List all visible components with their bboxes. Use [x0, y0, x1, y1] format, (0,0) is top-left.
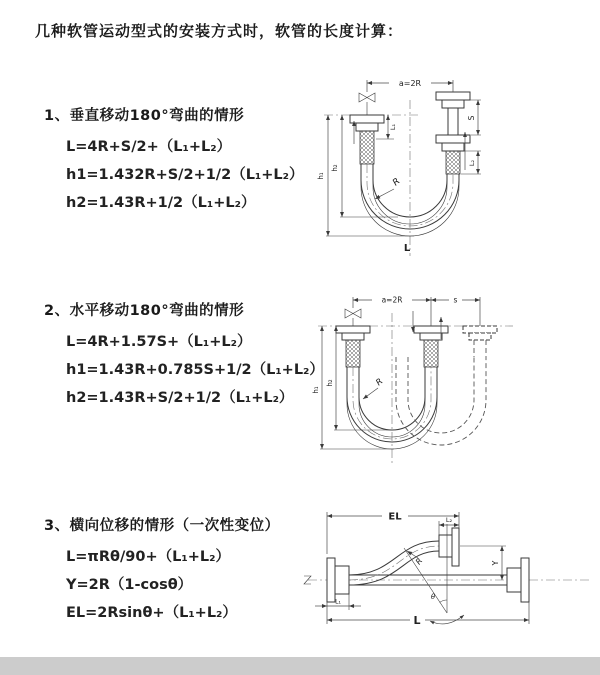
dim-label-y: Y — [491, 560, 500, 566]
radius-leader — [375, 177, 402, 199]
formula-length: L=πRθ/90+（L₁+L₂） — [66, 549, 230, 565]
dim-label-h1: h₁ — [312, 386, 320, 394]
valve-icon — [345, 309, 361, 326]
page-bottom-strip — [0, 657, 600, 675]
section-3 — [44, 514, 280, 627]
page-title: 几种软管运动型式的安装方式时，软管的长度计算： — [35, 22, 404, 40]
flange-left — [327, 558, 349, 602]
dimension-travel — [431, 296, 480, 305]
dim-label-span: a=2R — [381, 295, 403, 305]
radius-leader — [407, 551, 424, 566]
formula-el: EL=2Rsinθ+（L₁+L₂） — [66, 605, 237, 621]
dim-label-span: a=2R — [398, 79, 422, 88]
valve-icon — [359, 93, 375, 115]
diagram-horizontal-180-bend-svg — [308, 285, 600, 475]
radius-leader — [363, 377, 385, 399]
dim-label-l1: L₁ — [335, 598, 341, 606]
diagram-lateral-displacement-svg — [300, 502, 600, 650]
diagram-lateral-displacement — [300, 502, 600, 654]
diagram-horizontal-180-bend — [308, 285, 600, 479]
flange-right-upper — [436, 92, 470, 108]
dim-label-l: L — [403, 243, 411, 254]
dim-label-theta: θ — [430, 593, 436, 601]
dim-label-h2: h₂ — [331, 164, 339, 172]
formula-length: L=4R+S/2+（L₁+L₂） — [66, 139, 232, 155]
formula-y: Y=2R（1-cosθ） — [66, 577, 193, 593]
dim-label-l2: L₂ — [445, 516, 453, 524]
dim-label-r: R — [413, 556, 425, 567]
dimension-l2 — [461, 151, 481, 174]
formula-h1: h1=1.432R+S/2+1/2（L₁+L₂） — [66, 167, 304, 183]
section-1-formulas — [66, 133, 304, 217]
section-2-heading: 2、水平移动180°弯曲的情形 — [44, 303, 245, 319]
dim-label-h2: h₂ — [326, 379, 334, 387]
flange-top-displaced — [439, 528, 459, 566]
formula-h2: h2=1.43R+S/2+1/2（L₁+L₂） — [66, 390, 294, 406]
dimension-s — [465, 100, 481, 135]
dim-label-l1: L₁ — [389, 123, 397, 131]
formula-h2: h2=1.43R+1/2（L₁+L₂） — [66, 195, 256, 211]
flange-right-phantom — [463, 326, 497, 357]
dim-label-s: S — [467, 115, 476, 121]
formula-length: L=4R+1.57S+（L₁+L₂） — [66, 334, 252, 350]
dimension-l1 — [315, 594, 361, 610]
dim-label-h1: h₁ — [317, 172, 325, 180]
dim-label-l2: L₂ — [468, 159, 476, 167]
section-2-formulas — [66, 328, 324, 412]
section-2 — [44, 299, 324, 412]
section-1 — [44, 104, 304, 217]
dim-label-l: L — [413, 614, 421, 627]
hose-u-bend — [347, 367, 437, 449]
dim-label-r: R — [374, 376, 386, 389]
formula-h1: h1=1.43R+0.785S+1/2（L₁+L₂） — [66, 362, 324, 378]
dim-label-travel: s — [453, 295, 458, 305]
section-3-heading: 3、横向位移的情形（一次性变位） — [44, 518, 280, 534]
diagram-vertical-180-bend — [310, 68, 590, 272]
dimension-span — [367, 78, 453, 92]
section-3-formulas — [66, 543, 280, 627]
flange-middle — [414, 326, 448, 367]
pipe-right-stem — [448, 108, 458, 135]
flange-left — [336, 326, 370, 367]
hose-s-curve — [349, 541, 439, 585]
flange-right — [507, 558, 529, 602]
dim-label-el: EL — [388, 511, 402, 523]
section-1-heading: 1、垂直移动180°弯曲的情形 — [44, 108, 245, 124]
flange-left — [350, 115, 384, 164]
diagram-vertical-180-bend-svg — [310, 68, 590, 268]
dim-label-r: R — [391, 176, 403, 189]
